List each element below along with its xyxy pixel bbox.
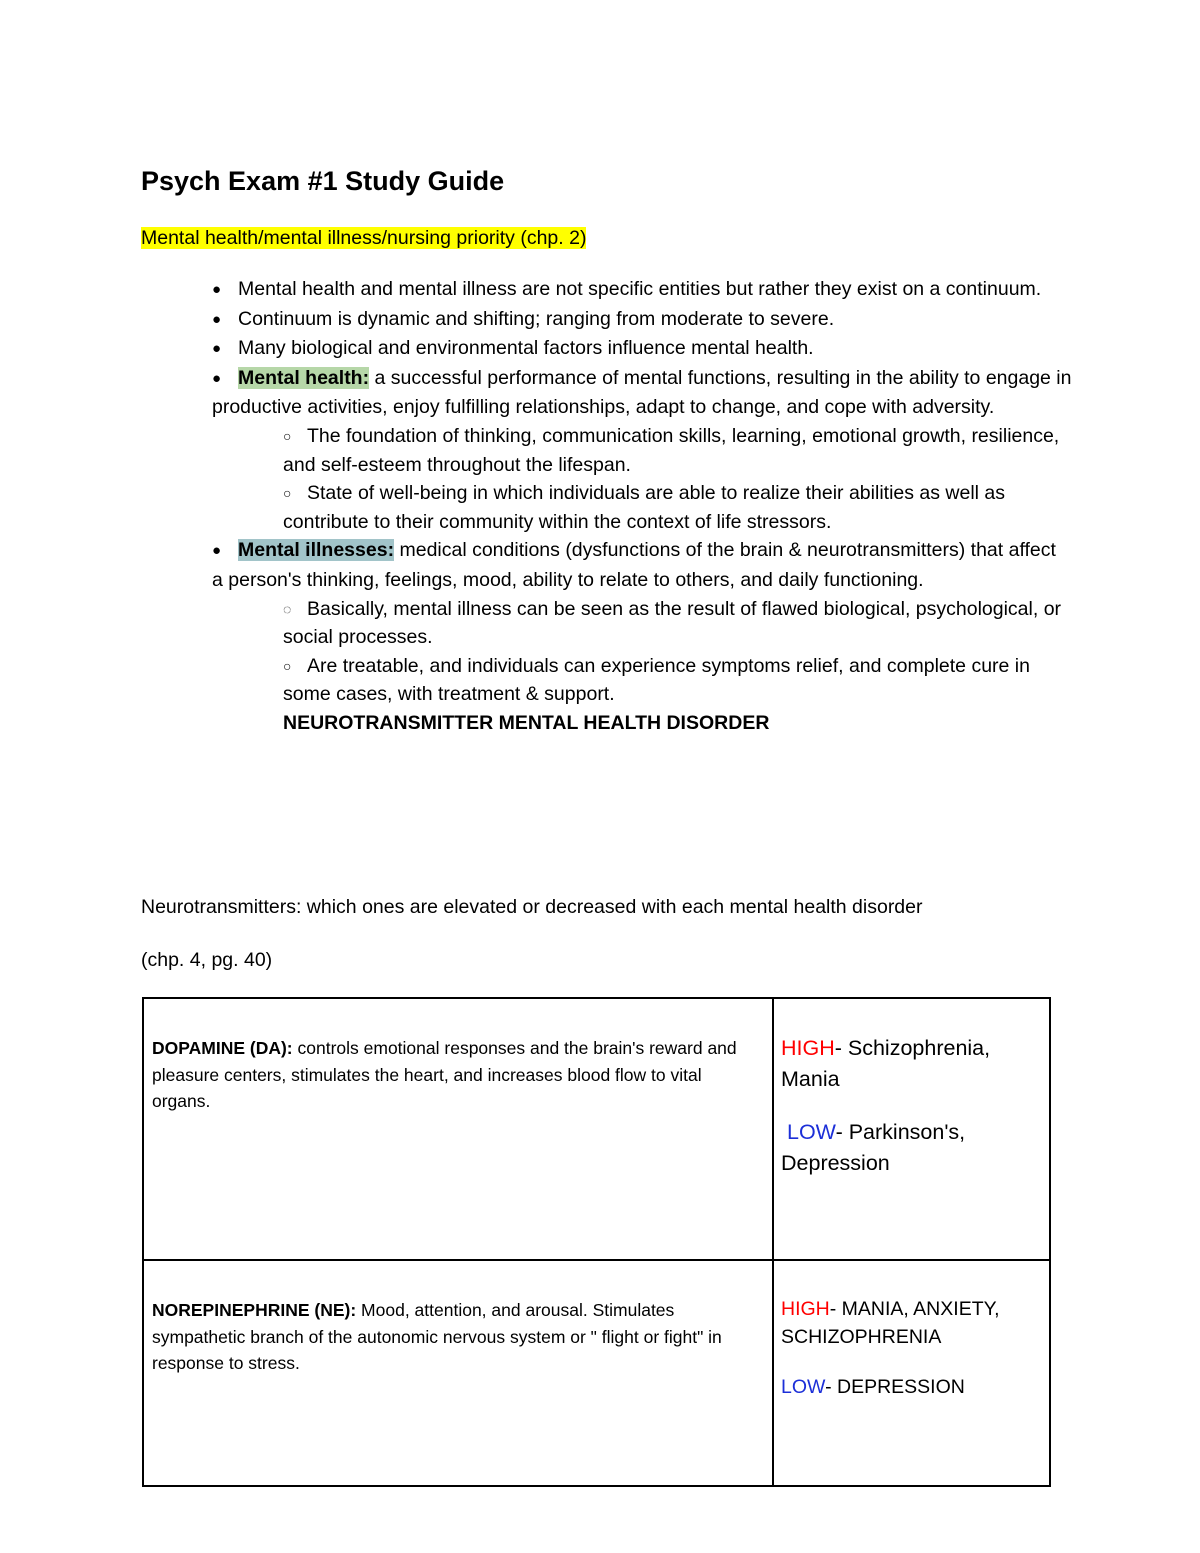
dotted-bullet-icon: ◌ xyxy=(283,600,292,617)
mental-health-term: Mental health: xyxy=(238,366,370,389)
table-row xyxy=(143,1260,1050,1486)
neurotransmitter-caps-heading: NEUROTRANSMITTER MENTAL HEALTH DISORDER xyxy=(283,711,770,734)
table-row xyxy=(143,998,1050,1260)
high-disorders: - Schizophrenia, Mania xyxy=(781,1036,991,1091)
neurotransmitter-description: controls emotional responses and the brain's reward and pleasure centers, stimulates the heart, and increases blood flow to vital organs. xyxy=(152,1038,737,1111)
list-item-text: Many biological and environmental factors influence mental health. xyxy=(238,337,814,360)
bullet-icon: ● xyxy=(212,281,222,298)
bullet-icon: ● xyxy=(212,310,222,328)
neurotransmitter-reference: (chp. 4, pg. 40) xyxy=(141,949,273,971)
low-label: LOW xyxy=(786,1120,836,1144)
bullet-icon: ● xyxy=(212,340,222,358)
high-label: HIGH xyxy=(781,1036,835,1060)
high-label: HIGH xyxy=(781,1298,830,1320)
sub-list-item xyxy=(283,422,1072,479)
sub-list-item xyxy=(283,652,1072,709)
sub-list-item xyxy=(283,595,1072,652)
low-level-line xyxy=(781,1373,1043,1401)
hollow-bullet-icon: ○ xyxy=(283,485,292,502)
notes-list xyxy=(212,275,1072,738)
bullet-icon: ● xyxy=(212,542,222,560)
low-level-line xyxy=(781,1117,1043,1179)
hollow-bullet-icon: ○ xyxy=(283,657,292,674)
neurotransmitter-intro: Neurotransmitters: which ones are elevated or decreased with each mental health disorder xyxy=(141,896,923,918)
high-disorders: - MANIA, ANXIETY, SCHIZOPHRENIA xyxy=(781,1298,1000,1348)
neurotransmitter-name: NOREPINEPHRINE (NE): xyxy=(152,1300,357,1320)
section-heading xyxy=(141,224,586,252)
list-item-text: Mental health and mental illness are not specific entities but rather they exist on a continuum. xyxy=(238,278,1042,300)
list-item xyxy=(212,275,1072,305)
neurotransmitter-name: DOPAMINE (DA): xyxy=(152,1038,293,1058)
table-cell-description xyxy=(143,998,773,1260)
high-level-line xyxy=(781,1295,1043,1351)
low-label: LOW xyxy=(781,1376,826,1398)
table-cell-levels xyxy=(773,1260,1050,1486)
list-item-text: a successful performance of mental functions, resulting in the ability to engage in productive activities, enjoy fulfilling relationships, adapt to change, and cope with adversity. xyxy=(212,366,1072,419)
neurotransmitter-table xyxy=(142,997,1051,1487)
neurotransmitter-description: Mood, attention, and arousal. Stimulates sympathetic branch of the autonomic nervous system or " flight or fight" in response to stress. xyxy=(152,1300,722,1373)
hollow-bullet-icon: ○ xyxy=(283,427,292,444)
list-item xyxy=(212,364,1072,422)
sub-list-item-text: Are treatable, and individuals can experience symptoms relief, and complete cure in some cases, with treatment & support. xyxy=(283,654,1030,706)
table-cell-description xyxy=(143,1260,773,1486)
high-level-line xyxy=(781,1033,1043,1095)
list-item xyxy=(212,536,1072,594)
low-disorders: - Parkinson's, Depression xyxy=(781,1120,966,1175)
bullet-icon: ● xyxy=(212,369,222,387)
table-cell-levels xyxy=(773,998,1050,1260)
page-title: Psych Exam #1 Study Guide xyxy=(141,166,505,196)
low-disorders: - DEPRESSION xyxy=(825,1376,965,1398)
list-item xyxy=(212,334,1072,364)
list-item-text: medical conditions (dysfunctions of the brain & neurotransmitters) that affect a person's thinking, feelings, mood, ability to relate to others, and daily functioning. xyxy=(212,539,1056,591)
section-heading-text: Mental health/mental illness/nursing priority (chp. 2) xyxy=(141,227,587,249)
sub-list-item xyxy=(283,479,1072,536)
list-item xyxy=(212,305,1072,335)
sub-list-item-text: State of well-being in which individuals are able to realize their abilities as well as contribute to their community within the context of life stressors. xyxy=(283,482,1006,533)
sub-list-item-text: Basically, mental illness can be seen as the result of flawed biological, psychological, or social processes. xyxy=(283,597,1062,649)
list-item-text: Continuum is dynamic and shifting; ranging from moderate to severe. xyxy=(238,307,835,330)
mental-illness-term: Mental illnesses: xyxy=(238,539,395,562)
sub-list-item-text: The foundation of thinking, communication skills, learning, emotional growth, resilience, and self-esteem throughout the lifespan. xyxy=(283,424,1060,476)
